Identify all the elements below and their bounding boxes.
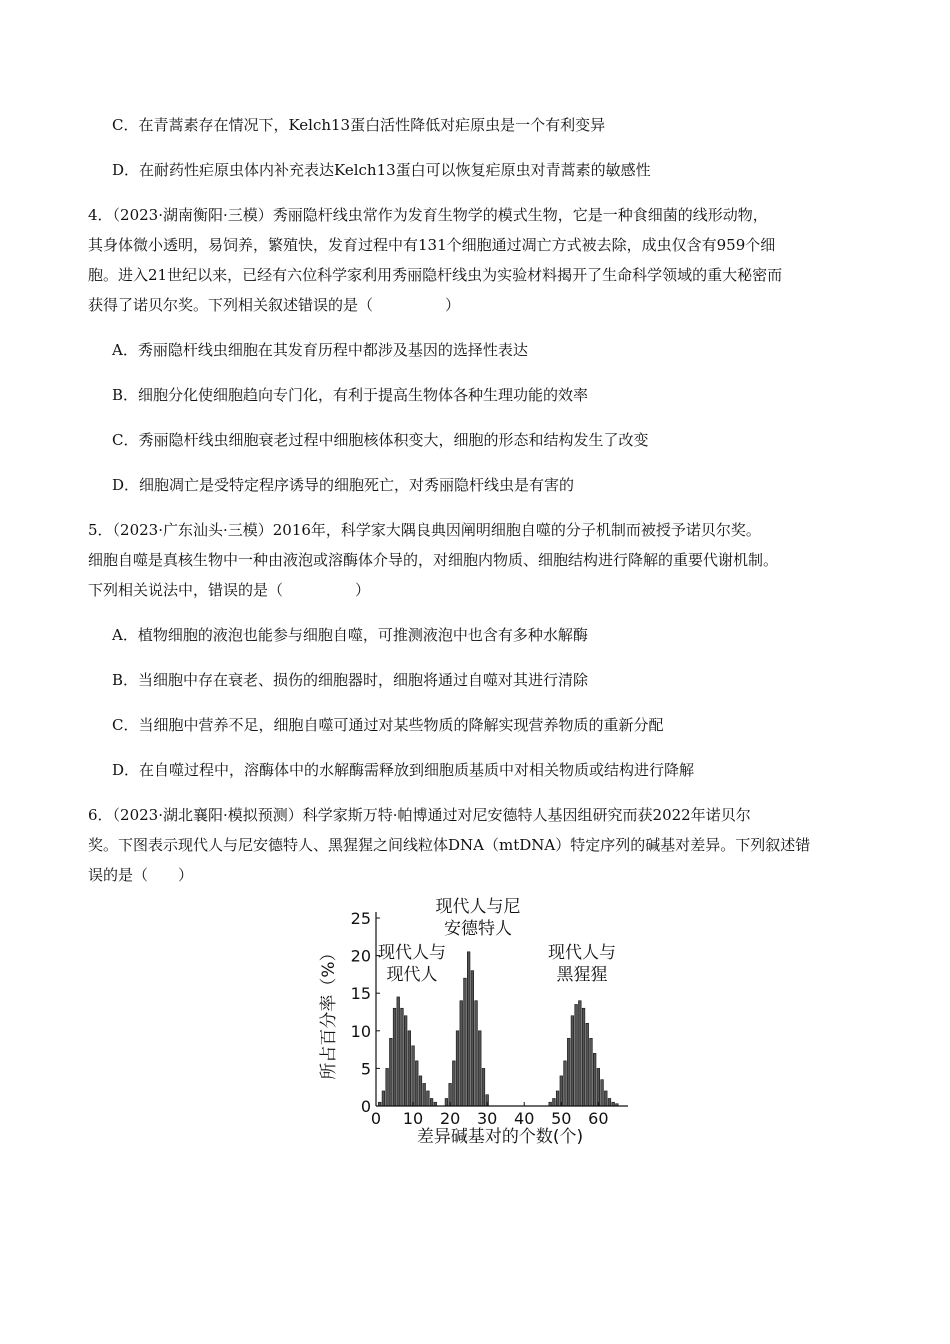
q5-stem-line3 <box>88 579 370 601</box>
x-tick-label: 10 <box>402 1109 424 1128</box>
histogram-bar <box>452 1061 455 1106</box>
chart-annotation: 现代人 <box>386 965 438 985</box>
x-tick-label: 50 <box>551 1109 572 1128</box>
histogram-bar <box>415 1061 418 1106</box>
chart-annotations <box>378 897 616 985</box>
histogram-bar <box>482 1068 485 1106</box>
histogram-bar <box>593 1053 596 1106</box>
histogram-bar <box>386 1068 389 1106</box>
histogram-bar <box>397 997 400 1106</box>
y-tick-label: 0 <box>360 1097 371 1116</box>
histogram-bar <box>404 1016 407 1106</box>
q5-stem-line2: 细胞自噬是真核生物中一种由液泡或溶酶体介导的，对细胞内物质、细胞结构进行降解的重要代谢机制。 <box>88 551 779 569</box>
q4-stem-close: ） <box>445 296 461 314</box>
y-tick-label: 25 <box>350 909 371 928</box>
histogram-bar <box>567 1038 570 1106</box>
histogram-bar <box>553 1098 556 1106</box>
mtdna-difference-chart <box>310 888 640 1148</box>
histogram-bar <box>571 1016 574 1106</box>
q4-option-b: B．细胞分化使细胞趋向专门化，有利于提高生物体各种生理功能的效率 <box>112 386 589 404</box>
q5-stem-text: 下列相关说法中，错误的是（ <box>88 581 284 599</box>
q4-stem-line3: 胞。进入21世纪以来，已经有六位科学家利用秀丽隐杆线虫为实验材料揭开了生命科学领域的重大秘密而 <box>88 266 783 284</box>
y-tick-label: 10 <box>350 1021 371 1041</box>
histogram-bar <box>464 978 467 1106</box>
histogram-bar <box>412 1046 415 1106</box>
chart-annotation: 现代人与 <box>548 943 616 963</box>
histogram-bar <box>575 1004 578 1106</box>
x-tick-label: 40 <box>514 1109 535 1128</box>
q6-stem-close: ） <box>178 866 194 884</box>
q5-option-a: A．植物细胞的液泡也能参与细胞自噬，可推测液泡中也含有多种水解酶 <box>112 626 588 644</box>
histogram-bar <box>601 1080 604 1106</box>
chart-annotation: 黑猩猩 <box>556 965 608 985</box>
q4-option-d: D．细胞凋亡是受特定程序诱导的细胞死亡，对秀丽隐杆线虫是有害的 <box>112 476 575 494</box>
histogram-bar <box>608 1098 611 1106</box>
histogram-bar <box>478 1031 481 1106</box>
y-axis-label-text: 所占百分率（%） <box>319 944 339 1080</box>
q5-option-c: C．当细胞中营养不足，细胞自噬可通过对某些物质的降解实现营养物质的重新分配 <box>112 716 664 734</box>
y-tick-label: 15 <box>350 984 371 1004</box>
q3-option-d: D．在耐药性疟原虫体内补充表达Kelch13蛋白可以恢复疟原虫对青蒿素的敏感性 <box>112 161 651 179</box>
x-tick-label: 0 <box>370 1109 382 1128</box>
histogram-bar <box>460 1001 463 1106</box>
q5-option-b: B．当细胞中存在衰老、损伤的细胞器时，细胞将通过自噬对其进行清除 <box>112 671 589 689</box>
x-tick-label: 60 <box>588 1109 609 1128</box>
histogram-bar <box>590 1038 593 1106</box>
histogram-bar <box>578 1001 581 1106</box>
histogram-bar <box>467 952 470 1106</box>
histogram-bar <box>408 1031 411 1106</box>
q5-stem-close: ） <box>355 581 371 599</box>
histogram-bar <box>582 1008 585 1106</box>
y-axis-label <box>319 944 339 1079</box>
histogram-bar <box>423 1083 426 1106</box>
histogram-bar <box>382 1091 385 1106</box>
q6-stem-line3 <box>88 864 193 886</box>
x-tick-label: 30 <box>476 1109 498 1128</box>
q4-stem-line2: 其身体微小透明，易饲养，繁殖快，发育过程中有131个细胞通过凋亡方式被去除，成虫仅含有959个细 <box>88 236 776 254</box>
y-tick-label: 20 <box>350 946 371 966</box>
histogram-bar <box>427 1091 430 1106</box>
histogram-bar <box>445 1098 448 1106</box>
histogram-bar <box>604 1091 607 1106</box>
q5-option-d: D．在自噬过程中，溶酶体中的水解酶需释放到细胞质基质中对相关物质或结构进行降解 <box>112 761 695 779</box>
histogram-bar <box>597 1068 600 1106</box>
q4-stem-line4 <box>88 294 460 316</box>
histogram-bar <box>475 1001 478 1106</box>
y-tick-label: 5 <box>360 1059 371 1079</box>
q6-stem-line2: 奖。下图表示现代人与尼安德特人、黑猩猩之间线粒体DNA（mtDNA）特定序列的碱基对差异。下列叙述错 <box>88 836 811 854</box>
q5-stem-line1: 5．（2023·广东汕头·三模）2016年，科学家大隅良典因阐明细胞自噬的分子机制而被授予诺贝尔奖。 <box>88 521 761 539</box>
histogram-bar <box>456 1031 459 1106</box>
q4-option-a: A．秀丽隐杆线虫细胞在其发育历程中都涉及基因的选择性表达 <box>112 341 528 359</box>
histogram-bar <box>430 1098 433 1106</box>
histogram-bar <box>393 1008 396 1106</box>
histogram-bar <box>389 1038 392 1106</box>
chart-annotation: 现代人与尼 <box>435 897 521 917</box>
q6-stem-text: 误的是（ <box>88 866 149 884</box>
histogram-bar <box>564 1061 567 1106</box>
x-tick-label: 20 <box>439 1109 461 1128</box>
histogram-bar <box>419 1076 422 1106</box>
q4-stem-line1: 4．（2023·湖南衡阳·三模）秀丽隐杆线虫常作为发育生物学的模式生物，它是一种食细菌的线形动物， <box>88 206 768 224</box>
q3-option-c: C．在青蒿素存在情况下，Kelch13蛋白活性降低对疟原虫是一个有利变异 <box>112 116 606 134</box>
q4-stem-text: 获得了诺贝尔奖。下列相关叙述错误的是（ <box>88 296 374 314</box>
x-axis-label: 差异碱基对的个数(个) <box>416 1127 584 1147</box>
chart-annotation: 安德特人 <box>444 919 512 939</box>
histogram-bar <box>471 971 474 1106</box>
histogram-bar <box>556 1091 559 1106</box>
q6-stem-line1: 6．（2023·湖北襄阳·模拟预测）科学家斯万特·帕博通过对尼安德特人基因组研究而获2022年诺贝尔 <box>88 806 751 824</box>
chart-annotation: 现代人与 <box>378 943 446 963</box>
histogram-bar <box>401 1008 404 1106</box>
histogram-bar <box>560 1076 563 1106</box>
histogram-bar <box>586 1023 589 1106</box>
q4-option-c: C．秀丽隐杆线虫细胞衰老过程中细胞核体积变大，细胞的形态和结构发生了改变 <box>112 431 649 449</box>
